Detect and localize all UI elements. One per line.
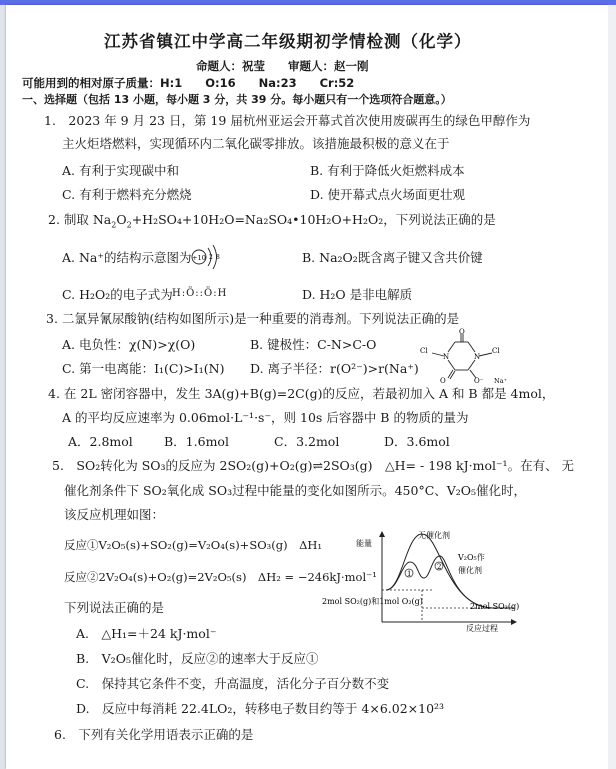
page-title: 江苏省镇江中学高二年级期初学情检测（化学） bbox=[104, 32, 472, 51]
q5-option-c: C. 保持其它条件不变，升高温度，活化分子百分数不变 bbox=[76, 676, 390, 691]
q5-option-a: A. △H₁=＋24 kJ·mol⁻ bbox=[76, 626, 217, 641]
shell-1-electrons: 2 bbox=[209, 254, 213, 261]
ring-n-left: N bbox=[443, 353, 450, 361]
scrollbar[interactable] bbox=[608, 5, 616, 769]
q2-option-b: B. Na₂O₂既含离子键又含共价键 bbox=[302, 250, 483, 265]
products-state: 2mol SO₃(g) bbox=[470, 602, 520, 611]
q2-option-d: D. H₂O 是非电解质 bbox=[302, 287, 413, 302]
q4-option-d: D．3.6mol bbox=[384, 434, 450, 449]
q2-stem-pre: 2. 制取 Na bbox=[48, 212, 112, 227]
q2-stem-mid: O bbox=[116, 212, 127, 227]
q4-option-a: A．2.8mol bbox=[68, 434, 133, 449]
q5-stem-line1: 5. SO₂转化为 SO₃的反应为 2SO₂(g)+O₂(g)⇌2SO₃(g) △H= - 198 kJ·mol⁻¹。在有、 无 bbox=[52, 458, 575, 473]
sodium-cation: Na⁺ bbox=[494, 377, 507, 384]
q4-option-c: C．3.2mol bbox=[274, 434, 340, 449]
cl-left: Cl bbox=[420, 347, 428, 355]
h2o2-electron-formula: H:Ö::Ö:H bbox=[172, 288, 228, 299]
q1-option-a: A. 有利于实现碳中和 bbox=[62, 163, 179, 178]
q2-stem-rest: +H₂SO₄+10H₂O=Na₂SO₄•10H₂O+H₂O₂，下列说法正确的是 bbox=[131, 212, 496, 227]
q3-option-c: C. 第一电离能：I₁(C)>I₁(N) bbox=[62, 361, 225, 376]
q5-option-d: D. 反应中每消耗 22.4LO₂，转移电子数目约等于 4×6.02×10²³ bbox=[76, 701, 445, 716]
na-ion-structure-diagram bbox=[188, 240, 222, 274]
q3-stem: 3. 二氯异氰尿酸钠(结构如图所示)是一种重要的消毒剂。下列说法正确的是 bbox=[46, 311, 460, 326]
catalyst-label-2: 催化剂 bbox=[458, 566, 482, 575]
authors-line: 命题人：祝莹 审题人：赵一刚 bbox=[196, 59, 369, 73]
reaction-axis-label: 反应过程 bbox=[466, 624, 498, 633]
q5-option-b: B. V₂O₅催化时，反应②的速率大于反应① bbox=[76, 651, 319, 666]
q3-option-d: D. 离子半径：r(O²⁻)>r(Na⁺) bbox=[250, 361, 419, 376]
carbonyl-o-bottom: O bbox=[440, 377, 446, 384]
q5-stem-line3: 该反应机理如图： bbox=[64, 507, 165, 522]
q5-stem-line2: 催化剂条件下 SO₂氧化成 SO₃过程中能量的变化如图所示。450°C、V₂O₅催化时， bbox=[64, 483, 527, 498]
cl-right: Cl bbox=[492, 347, 500, 355]
q1-stem-line1: 1. 2023 年 9 月 23 日，第 19 届杭州亚运会开幕式首次使用废碳再生的绿色甲醇作为 bbox=[44, 113, 531, 128]
q5-reaction-1: 反应①V₂O₅(s)+SO₂(g)=V₂O₄(s)+SO₃(g) ΔH₁ bbox=[64, 538, 323, 552]
peak-2-marker: 2 bbox=[437, 563, 442, 571]
peak-1-marker: 1 bbox=[407, 570, 412, 578]
q1-option-d: D. 使开幕式点火场面更壮观 bbox=[310, 187, 466, 202]
energy-axis-label: 能量 bbox=[356, 539, 372, 548]
q4-option-b: B．1.6mol bbox=[164, 434, 229, 449]
section-heading: 一、选择题（包括 13 小题，每小题 3 分，共 39 分。每小题只有一个选项符合题意。） bbox=[22, 93, 452, 106]
energy-profile-diagram bbox=[322, 526, 532, 634]
dichloroisocyanurate-structure bbox=[410, 328, 520, 384]
shell-2-electrons: 8 bbox=[216, 254, 220, 261]
q1-option-b: B. 有利于降低火炬燃料成本 bbox=[310, 163, 465, 178]
q2-option-c-label: C. H₂O₂的电子式为 bbox=[62, 287, 173, 302]
reactants-state: 2mol SO₂(g)和1mol O₂(g) bbox=[322, 597, 423, 606]
q6-stem: 6. 下列有关化学用语表示正确的是 bbox=[54, 727, 254, 742]
q1-option-c: C. 有利于燃料充分燃烧 bbox=[62, 187, 192, 202]
nucleus-charge: +10 bbox=[192, 254, 206, 262]
q4-stem-line2: A 的平均反应速率为 0.06mol·L⁻¹·s⁻，则 10s 后容器中 B 的物质的量为 bbox=[62, 410, 469, 425]
q5-ask: 下列说法正确的是 bbox=[64, 600, 165, 615]
q4-stem-line1: 4. 在 2L 密闭容器中，发生 3A(g)+B(g)=2C(g)的反应，若最初加入 A 和 B 都是 4mol， bbox=[48, 386, 555, 401]
q2-stem: 2. 制取 $Na_2O_2+H_2SO_4+10H_2O=Na_2SO_4•10H_2O+H_2O_2$，下列说法正确的是 bbox=[48, 212, 496, 230]
q3-option-a: A. 电负性：χ(N)>χ(O) bbox=[62, 337, 196, 352]
atomic-masses: 可能用到的相对原子质量：H:1 O:16 Na:23 Cr:52 bbox=[22, 76, 355, 90]
q1-stem-line2: 主火炬塔燃料，实现循环内二氧化碳零排放。该措施最积极的意义在于 bbox=[62, 136, 450, 151]
q5-reaction-2: 反应②2V₂O₄(s)+O₂(g)=2V₂O₅(s) ΔH₂ = −246kJ·mol⁻¹ bbox=[64, 570, 377, 584]
ring-n-right: N bbox=[474, 353, 481, 361]
q2-option-a-label: A. Na⁺的结构示意图为 bbox=[62, 250, 192, 265]
catalyst-label-1: V₂O₅作 bbox=[458, 553, 485, 562]
oxide-anion: O⁻ bbox=[474, 377, 484, 384]
carbonyl-o-top: O bbox=[459, 328, 465, 336]
q3-option-b: B. 键极性：C-N>C-O bbox=[250, 337, 377, 352]
no-catalyst-label: 无催化剂 bbox=[418, 531, 450, 540]
